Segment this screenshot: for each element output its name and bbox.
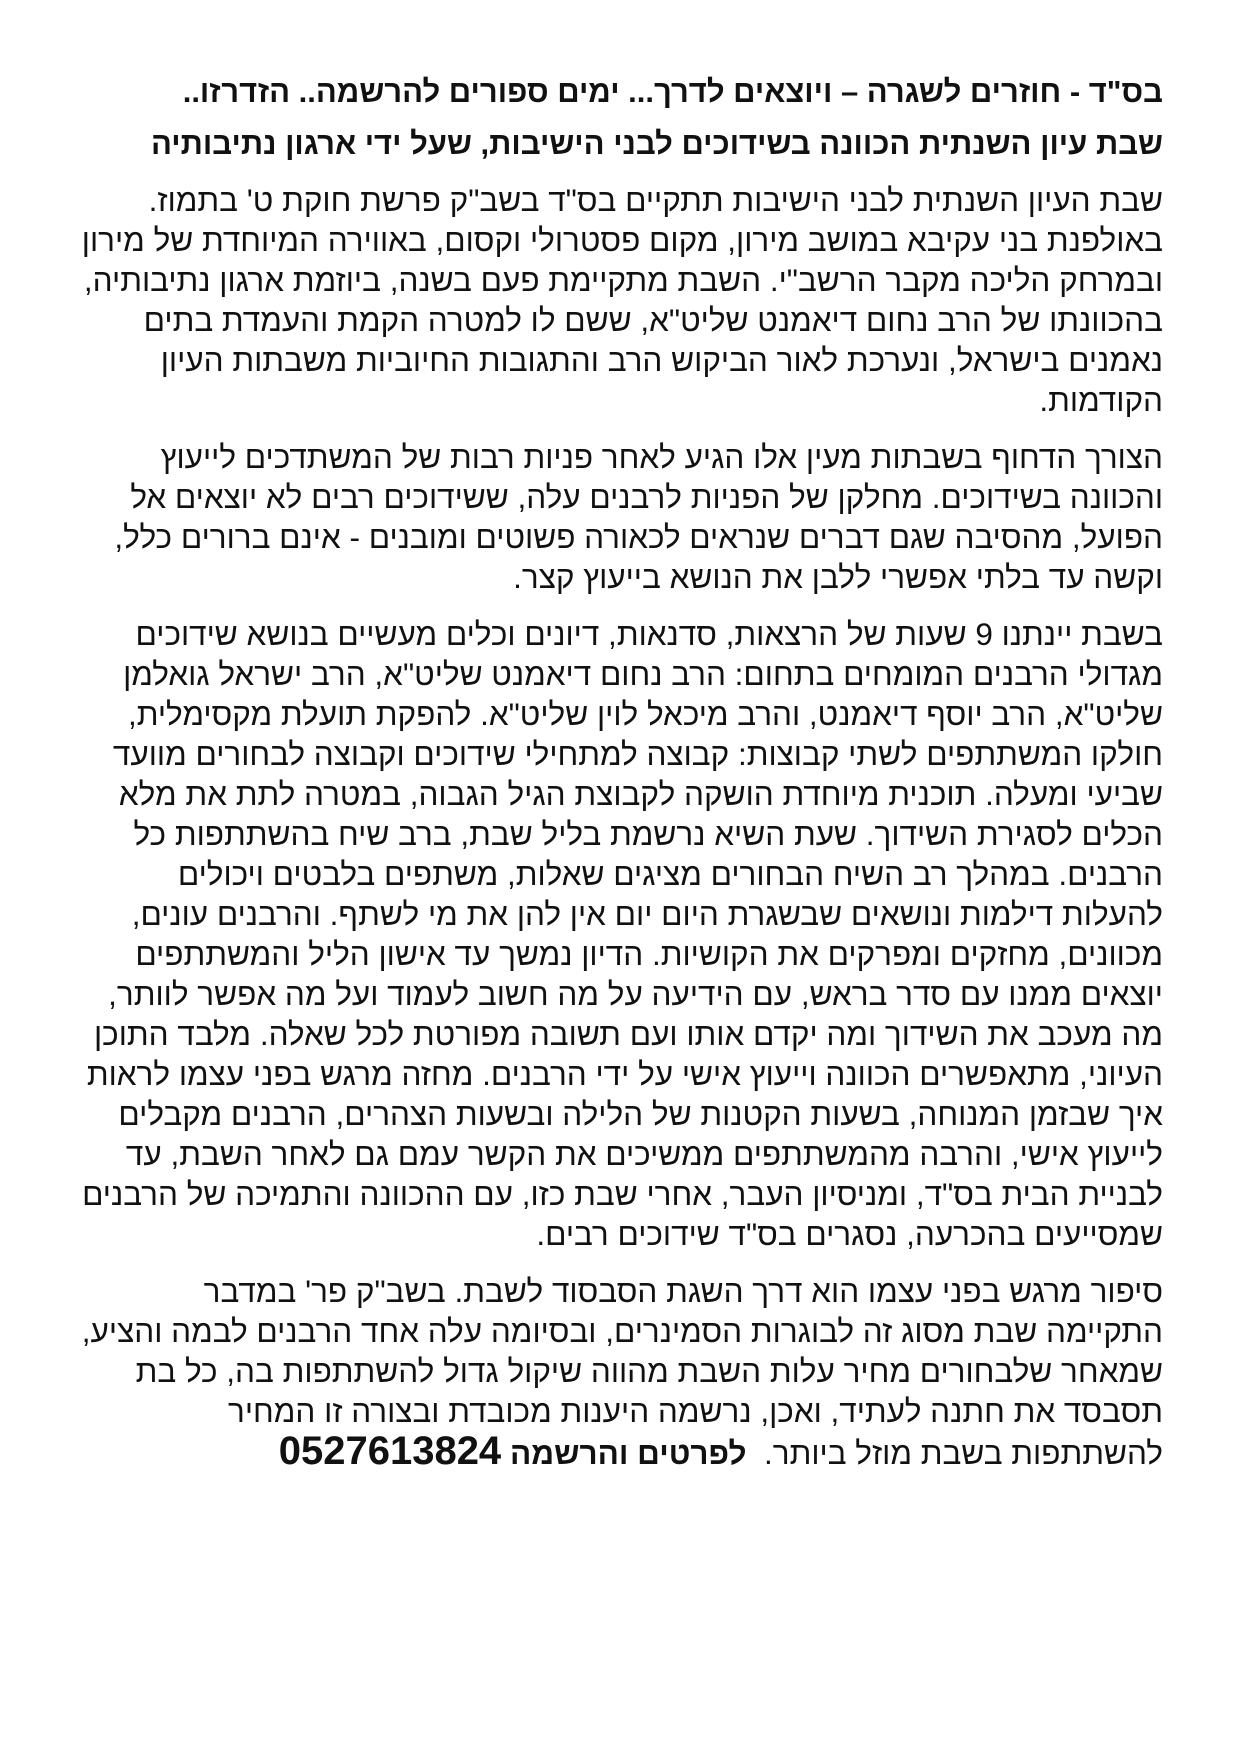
document-page (78, 70, 1163, 1473)
phone-number: 0527613824 (278, 1429, 502, 1473)
paragraph-event-details: שבת העיון השנתית לבני הישיבות תתקיים בס"ד בשב"ק פרשת חוקת ט' בתמוז. באולפנת בני עקיבא במושב מירון, מקום פסטרולי וקסום, באווירה המיוחדת של מירון ובמרחק הליכה מקבר הרשב"י. השבת מתקיימת פעם בשנה, ביוזמת ארגון נתיבותיה, בהכוונתו של הרב נחום דיאמנט שליט"א, ששם לו למטרה הקמת והעמדת בתים נאמנים בישראל, ונערכת לאור הביקוש הרב והתגובות החיוביות משבתות העיון הקודמות. (81, 182, 1163, 418)
paragraph-background: הצורך הדחוף בשבתות מעין אלו הגיע לאחר פניות רבות של המשתדכים לייעוץ והכוונה בשידוכים. מחלקן של הפניות לרבנים עלה, ששידוכים רבים לא יוצאים אל הפועל, מהסיבה שגם דברים שנראים לכאורה פשוטים ומובנים - אינם ברורים כלל, וקשה עד בלתי אפשרי ללבן את הנושא בייעוץ קצר. (114, 439, 1163, 595)
contact-label: לפרטים והרשמה (509, 1435, 747, 1471)
paragraph-program: בשבת יינתנו 9 שעות של הרצאות, סדנאות, דיונים וכלים מעשיים בנושא שידוכים מגדולי הרבנים המומחים בתחום: הרב נחום דיאמנט שליט"א, הרב ישראל גואלמן שליט"א, הרב יוסף דיאמנט, והרב מיכאל לוין שליט"א. להפקת תועלת מקסימלית, חולקו המשתתפים לשתי קבוצות: קבוצה למתחילי שידוכים וקבוצה לבחורים מוועד שביעי ומעלה. תוכנית מיוחדת הושקה לקבוצת הגיל הגבוה, במטרה לתת את מלא הכלים לסגירת השידוך. שעת השיא נרשמת בליל שבת, ברב שיח בהשתתפות כל הרבנים. במהלך רב השיח הבחורים מציגים שאלות, משתפים בלבטים ויכולים להעלות דילמות ונושאים שבשגרת היום יום אין להן את מי לשתף. והרבנים עונים, מכוונים, מחזקים ומפרקים את הקושיות. הדיון נמשך עד אישון הליל והמשתתפים יוצאים ממנו עם סדר בראש, עם הידיעה על מה חשוב לעמוד ועל מה אפשר לוותר, מה מעכב את השידוך ומה יקדם אותו ועם תשובה מפורטת לכל שאלה. מלבד התוכן העיוני, מתאפשרים הכוונה וייעוץ אישי על ידי הרבנים. מחזה מרגש בפני עצמו לראות איך שבזמן המנוחה, בשעות הקטנות של הלילה ובשעות הצהרים, הרבנים מקבלים לייעוץ אישי, והרבה מהמשתתפים ממשיכים את הקשר עמם גם לאחר השבת, עד לבניית הבית בס"ד, ומניסיון העבר, אחרי שבת כזו, עם ההכוונה והתמיכה של הרבנים שמסייעים בהכרעה, נסגרים בס"ד שידוכים רבים. (82, 616, 1163, 1252)
subheadline: שבת עיון השנתית הכוונה בשידוכים לבני הישיבות, שעל ידי ארגון נתיבותיה (150, 126, 1163, 161)
paragraph-subsidy-text: סיפור מרגש בפני עצמו הוא דרך השגת הסבסוד לשבת. בשב"ק פר' במדבר התקיימה שבת מסוג זה לבוגרות הסמינרים, ובסיומה עלה אחד הרבנים לבמה והציע, שמאחר שלבחורים מחיר עלות השבת מהווה שיקול גדול להשתתפות בה, כל בת תסבסד את חתנה לעתיד, ואכן, נרשמה היענות מכובדת ובצורה זו המחיר להשתתפות בשבת מוזל ביותר. (81, 1273, 1163, 1471)
headline: בס"ד - חוזרים לשגרה – ויוצאים לדרך... ימים ספורים להרשמה.. הזדרזו.. (182, 74, 1163, 109)
paragraph-subsidy (78, 1271, 1163, 1473)
